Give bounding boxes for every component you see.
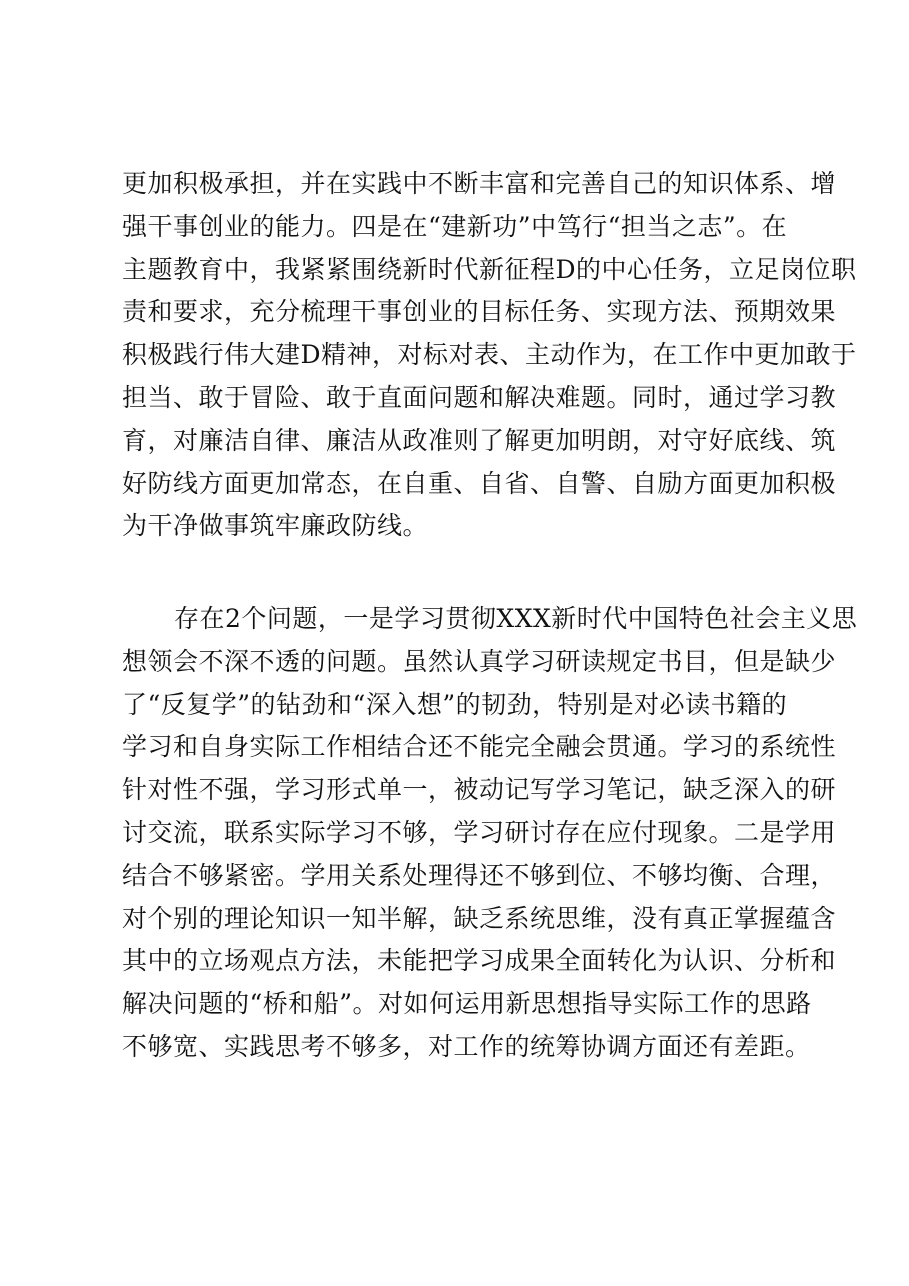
text-line: 学习和自身实际工作相结合还不能完全融会贯通。学习的系统性	[122, 732, 837, 762]
text-line: 其中的立场观点方法，未能把学习成果全面转化为认识、分析和	[122, 946, 837, 976]
text-line: 积极践行伟大建D精神，对标对表、主动作为，在工作中更加敢于	[122, 340, 857, 370]
text-line: 讨交流，联系实际学习不够，学习研讨存在应付现象。二是学用	[122, 817, 837, 847]
paragraph-problems	[122, 598, 858, 1069]
text-line: 对个别的理论知识一知半解，缺乏系统思维，没有真正掌握蕴含	[122, 903, 837, 933]
text-line: 了“反复学”的钻劲和“深入想”的韧劲，特别是对必读书籍的	[122, 689, 788, 719]
text-line: 想领会不深不透的问题。虽然认真学习研读规定书目，但是缺少	[122, 646, 837, 676]
text-line: 责和要求，充分梳理干事创业的目标任务、实现方法、预期效果	[122, 297, 837, 327]
text-line: 针对性不强，学习形式单一，被动记写学习笔记，缺乏深入的研	[122, 775, 837, 805]
text-line: 主题教育中，我紧紧围绕新时代新征程D的中心任务，立足岗位职	[122, 254, 857, 284]
text-line: 强干事创业的能力。四是在“建新功”中笃行“担当之志”。在	[122, 211, 788, 241]
text-line: 育，对廉洁自律、廉洁从政准则了解更加明朗，对守好底线、筑	[122, 425, 837, 455]
text-line: 存在2个问题，一是学习贯彻XXX新时代中国特色社会主义思	[174, 604, 858, 633]
text-line: 不够宽、实践思考不够多，对工作的统筹协调方面还有差距。	[122, 1031, 811, 1061]
text-line: 解决问题的“桥和船”。对如何运用新思想指导实际工作的思路	[122, 989, 812, 1019]
text-line: 好防线方面更加常态，在自重、自省、自警、自励方面更加积极	[122, 468, 837, 498]
paragraph-continuation	[122, 163, 857, 548]
text-line: 为干净做事筑牢廉政防线。	[122, 511, 429, 541]
text-line: 更加积极承担，并在实践中不断丰富和完善自己的知识体系、增	[122, 169, 837, 198]
text-line: 担当、敢于冒险、敢于直面问题和解决难题。同时，通过学习教	[122, 382, 837, 412]
text-line: 结合不够紧密。学用关系处理得还不够到位、不够均衡、合理，	[122, 860, 837, 890]
